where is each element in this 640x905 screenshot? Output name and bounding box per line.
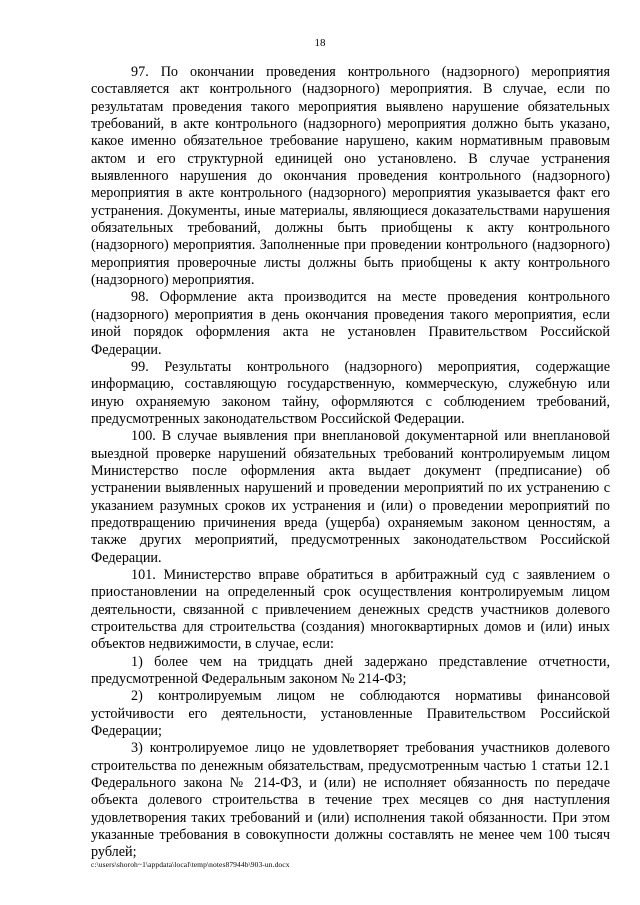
list-item-3: 3) контролируемое лицо не удовлетворяет требования участников долевого строительства по денежным обязательствам, предусмотренным частью 1 статьи 12.1 Федерального закона № 214-ФЗ, и (или) не исполняет обязанность по передаче объекта долевого строительства в течение трех месяцев со дня наступления удовлетворения таких требований и (или) исполнения такой обязанности. При этом указанные требования в совокупности должны составлять не менее чем 100 тысяч рублей; [91,740,610,861]
paragraph-101: 101. Министерство вправе обратиться в арбитражный суд с заявлением о приостановлении на определенный срок осуществления контролируемым лицом деятельности, связанной с привлечением денежных средств участников долевого строительства для строительства (создания) многоквартирных домов и (или) иных объектов недвижимости, в случае, если: [91,566,610,653]
paragraph-99: 99. Результаты контрольного (надзорного) мероприятия, содержащие информацию, составляющую государственную, коммерческую, служебную или иную охраняемую законом тайну, оформляются с соблюдением требований, предусмотренных законодательством Российской Федерации. [91,358,610,427]
document-body [91,64,610,862]
paragraph-100: 100. В случае выявления при внеплановой документарной или внеплановой выездной проверке нарушений обязательных требований контролируемым лицом Министерство после оформления акта выдает документ (предписание) об устранении выявленных нарушений и проведении мероприятий по их устранению с указанием разумных сроков их устранения и (или) о проведении мероприятий по предотвращению причинения вреда (ущерба) охраняемым законом ценностям, а также других мероприятий, предусмотренных законодательством Российской Федерации. [91,428,610,566]
paragraph-97: 97. По окончании проведения контрольного (надзорного) мероприятия составляется акт контрольного (надзорного) мероприятия. В случае, если по результатам проведения такого мероприятия выявлено нарушение обязательных требований, в акте контрольного (надзорного) мероприятия должно быть указано, какое именно обязательное требование нарушено, каким нормативным правовым актом и его структурной единицей оно установлено. В случае устранения выявленного нарушения до окончания проведения контрольного (надзорного) мероприятия в акте контрольного (надзорного) мероприятия указывается факт его устранения. Документы, иные материалы, являющиеся доказательствами нарушения обязательных требований, должны быть приобщены к акту контрольного (надзорного) мероприятия. Заполненные при проведении контрольного (надзорного) мероприятия проверочные листы должны быть приобщены к акту контрольного (надзорного) мероприятия. [91,64,610,289]
page-number: 18 [314,37,326,49]
list-item-1: 1) более чем на тридцать дней задержано представление отчетности, предусмотренной Федеральным законом № 214-ФЗ; [91,653,610,688]
footer-file-path: c:\users\shoroh~1\appdata\local\temp\notes87944b\903-un.docx [91,860,290,869]
list-item-2: 2) контролируемым лицом не соблюдаются нормативы финансовой устойчивости его деятельности, установленные Правительством Российской Федерации; [91,688,610,740]
paragraph-98: 98. Оформление акта производится на месте проведения контрольного (надзорного) мероприятия в день окончания проведения такого мероприятия, если иной порядок оформления акта не установлен Правительством Российской Федерации. [91,289,610,358]
